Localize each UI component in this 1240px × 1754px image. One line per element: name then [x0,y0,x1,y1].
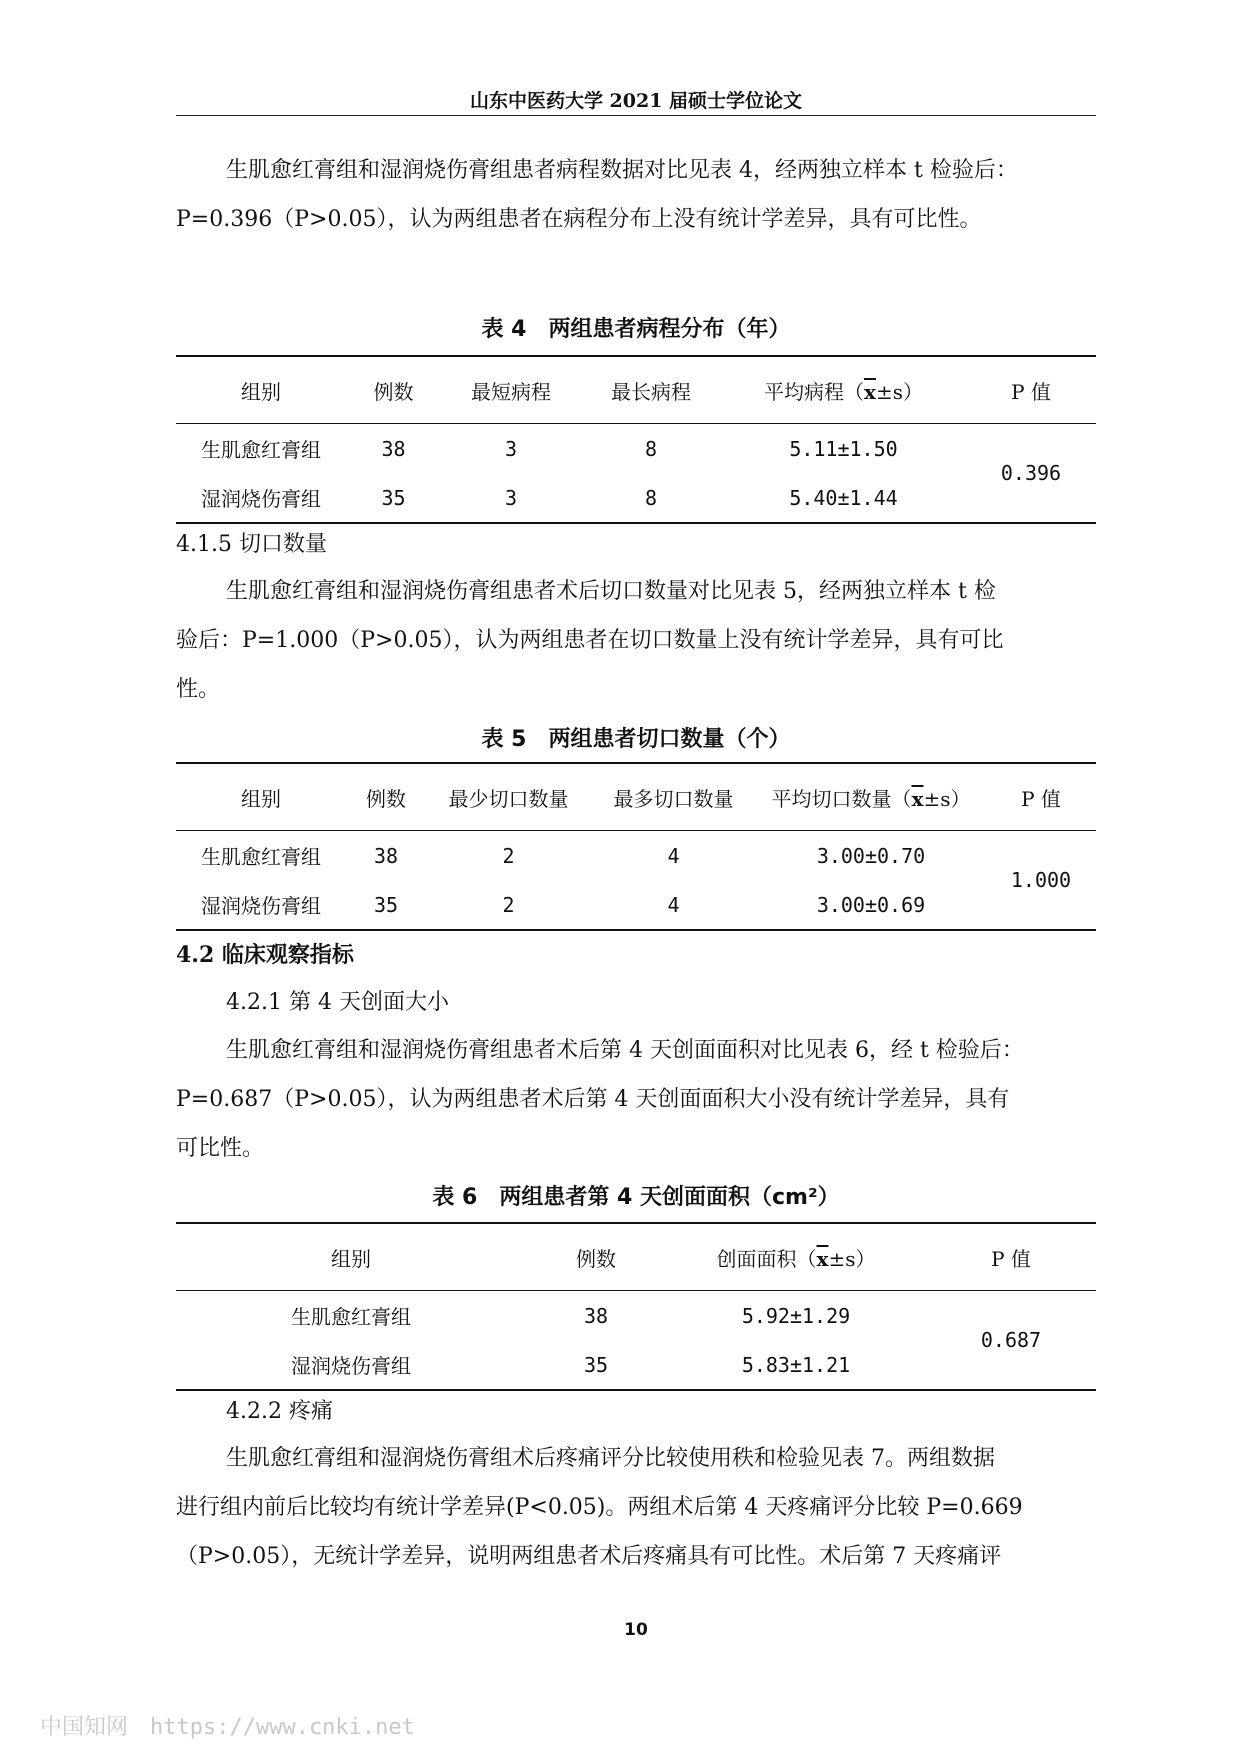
col-header-mean: 平均病程$(\overline{x}\pm s)$ [721,356,966,424]
cell-mean: 5.83±1.21 [666,1340,926,1390]
col-header-p: P 值 [926,1223,1096,1291]
section-heading-4-2-1: 4.2.1 第 4 天创面大小 [226,990,449,1015]
table-row [176,473,1096,523]
paragraph-line: 生肌愈红膏组和湿润烧伤膏组术后疼痛评分比较使用秩和检验见表 7。两组数据 [226,1446,995,1471]
col-header-n: 例数 [526,1223,666,1291]
cell-max: 4 [591,880,756,930]
cell-p-value: 0.396 [966,424,1096,524]
cell-n: 35 [346,880,426,930]
table6-caption: 表 6 两组患者第 4 天创面面积（cm²） [432,1185,840,1210]
table6 [176,1222,1096,1391]
cell-group: 湿润烧伤膏组 [176,880,346,930]
col-header-group: 组别 [176,1223,526,1291]
col-header-group: 组别 [176,356,346,424]
table4 [176,355,1096,524]
cell-n: 35 [526,1340,666,1390]
paragraph-wound-area-comparison [176,1026,1096,1173]
table5 [176,762,1096,931]
header-rule [176,115,1096,116]
col-header-max: 最多切口数量 [591,763,756,831]
cnki-watermark: 中国知网 https://www.cnki.net [40,1715,415,1740]
paragraph-incision-comparison [176,567,1096,714]
cell-p-value: 1.000 [986,831,1096,931]
cell-min: 2 [426,880,591,930]
cell-group: 生肌愈红膏组 [201,845,321,869]
col-header-p: P 值 [986,763,1096,831]
col-header-mean: 平均切口数量$(\overline{x}\pm s)$ [756,763,986,831]
cell-n: 38 [373,843,399,868]
cell-mean: 5.92±1.29 [741,1303,851,1328]
col-header-min: 最少切口数量 [426,763,591,831]
col-header-n: 例数 [346,356,441,424]
paragraph-line: 进行组内前后比较均有统计学差异(P<0.05)。两组术后第 4 天疼痛评分比较 P=0.669 [176,1495,1023,1520]
cell-n: 35 [346,473,441,523]
page-number: 10 [624,1620,648,1640]
col-header-max: 最长病程 [581,356,721,424]
paragraph-pain-comparison [176,1434,1096,1581]
running-header: 山东中医药大学 2021 届硕士学位论文 [469,90,803,112]
paragraph-line: P=0.396（P>0.05），认为两组患者在病程分布上没有统计学差异，具有可比性。 [176,207,982,232]
col-header-group: 组别 [176,763,346,831]
paragraph-line: 生肌愈红膏组和湿润烧伤膏组患者病程数据对比见表 4，经两独立样本 t 检验后： [226,158,1018,183]
table-row [176,424,1096,474]
cell-group: 生肌愈红膏组 [201,438,321,462]
cell-group: 生肌愈红膏组 [291,1305,411,1329]
cell-group: 湿润烧伤膏组 [176,473,346,523]
table5-caption: 表 5 两组患者切口数量（个） [481,727,791,752]
section-heading-4-2-2: 4.2.2 疼痛 [226,1399,333,1424]
section-heading-4-2: 4.2 临床观察指标 [176,942,354,968]
paragraph-line: 生肌愈红膏组和湿润烧伤膏组患者术后切口数量对比见表 5，经两独立样本 t 检 [226,579,996,604]
cell-group: 湿润烧伤膏组 [176,1340,526,1390]
col-header-n: 例数 [346,763,426,831]
cell-mean: 3.00±0.69 [756,880,986,930]
cell-min: 3 [504,436,518,461]
table-row [176,1291,1096,1341]
cell-n: 38 [583,1303,609,1328]
cell-max: 8 [644,436,658,461]
paragraph-course-comparison [176,146,1096,244]
paragraph-line: 验后：P=1.000（P>0.05），认为两组患者在切口数量上没有统计学差异，具有可比 [176,628,1004,653]
paragraph-line: （P>0.05），无统计学差异，说明两组患者术后疼痛具有可比性。术后第 7 天疼痛评 [176,1544,1002,1569]
cell-mean: 5.11±1.50 [789,436,898,461]
table4-caption: 表 4 两组患者病程分布（年） [481,317,791,342]
table-header-row [176,1223,1096,1291]
cell-p-value: 0.687 [926,1291,1096,1391]
cell-min: 3 [441,473,581,523]
table-row [176,880,1096,930]
col-header-p: P 值 [966,356,1096,424]
paragraph-line: P=0.687（P>0.05），认为两组患者术后第 4 天创面面积大小没有统计学差异，具有 [176,1087,1010,1112]
paragraph-line: 生肌愈红膏组和湿润烧伤膏组患者术后第 4 天创面面积对比见表 6，经 t 检验后： [226,1038,1024,1063]
table-header-row [176,763,1096,831]
cell-max: 8 [581,473,721,523]
section-heading-4-1-5: 4.1.5 切口数量 [176,532,327,557]
cell-mean: 5.40±1.44 [721,473,966,523]
cell-max: 4 [667,843,680,868]
cell-min: 2 [502,843,515,868]
cell-mean: 3.00±0.70 [816,843,926,868]
cell-n: 38 [381,436,406,461]
paragraph-line: 性。 [176,677,221,702]
paragraph-line: 可比性。 [176,1136,265,1161]
table-row [176,831,1096,881]
table-header-row [176,356,1096,424]
col-header-wound-area: 创面面积$(\overline{x}\pm s)$ [666,1223,926,1291]
col-header-min: 最短病程 [441,356,581,424]
